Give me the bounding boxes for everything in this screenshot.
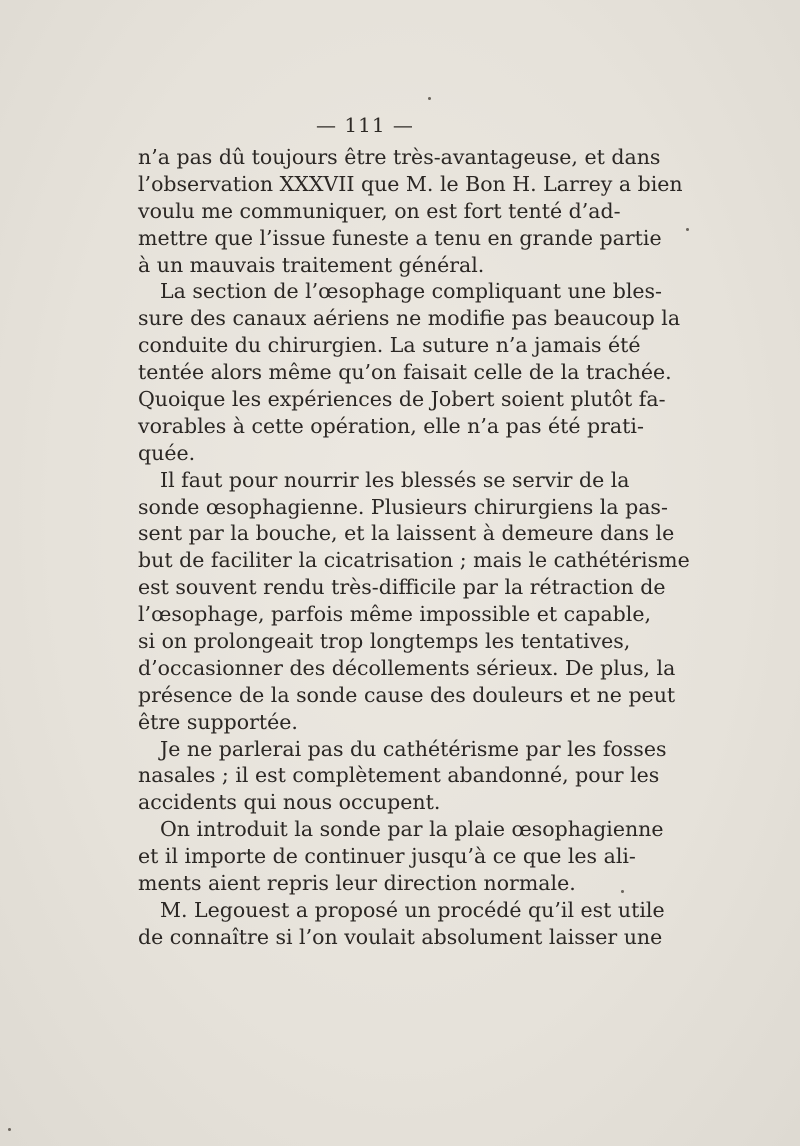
text-line: La section de l’œsophage compliquant une bles-: [160, 279, 662, 304]
text-line: sure des canaux aériens ne modifie pas beaucoup la: [138, 306, 681, 331]
text-line: n’a pas dû toujours être très-avantageuse, et dans: [138, 145, 661, 169]
text-line: sent par la bouche, et la laissent à demeure dans le: [138, 521, 675, 546]
text-line: vorables à cette opération, elle n’a pas été prati-: [138, 413, 644, 438]
text-line: être supportée.: [138, 709, 298, 734]
text-line: présence de la sonde cause des douleurs et ne peut: [138, 682, 676, 707]
text-line: conduite du chirurgien. La suture n’a jamais été: [138, 333, 641, 358]
paragraph: [138, 816, 664, 897]
text-line: sonde œsophagienne. Plusieurs chirurgiens la pas-: [138, 494, 668, 519]
text-line: On introduit la sonde par la plaie œsophagienne: [160, 817, 664, 842]
text-line: Il faut pour nourrir les blessés se servir de la: [160, 467, 630, 492]
text-line: l’observation XXXVII que M. le Bon H. Larrey a bien: [138, 171, 683, 196]
text-line: Je ne parlerai pas du cathétérisme par les fosses: [160, 736, 667, 761]
text-line: Quoique les expériences de Jobert soient plutôt fa-: [138, 387, 666, 412]
text-line: de connaître si l’on voulait absolument laisser une: [138, 924, 663, 949]
text-line: tentée alors même qu’on faisait celle de la trachée.: [138, 360, 672, 385]
paragraph: [138, 278, 681, 466]
text-line: ments aient repris leur direction normale.: [138, 871, 576, 896]
text-line: si on prolongeait trop longtemps les tentatives,: [138, 629, 631, 654]
page-number: — 111 —: [316, 113, 414, 137]
paper-speck: [8, 1128, 11, 1131]
text-line: voulu me communiquer, on est fort tenté d’ad-: [138, 198, 621, 223]
text-line: M. Legouest a proposé un procédé qu’il est utile: [160, 897, 665, 922]
paragraph: [138, 467, 690, 736]
text-line: but de faciliter la cicatrisation ; mais le cathétérisme: [138, 548, 690, 573]
paper-speck: [428, 97, 431, 100]
text-line: et il importe de continuer jusqu’à ce que les ali-: [138, 844, 636, 869]
text-line: quée.: [138, 440, 196, 465]
paper-speck: [621, 890, 624, 893]
text-line: d’occasionner des décollements sérieux. De plus, la: [138, 655, 676, 680]
text-line: à un mauvais traitement général.: [138, 252, 485, 277]
paper-speck: [686, 228, 689, 231]
paragraph: [138, 144, 683, 278]
text-line: l’œsophage, parfois même impossible et capable,: [138, 602, 652, 627]
body-text: [138, 144, 690, 951]
paragraph: [138, 897, 665, 951]
text-line: est souvent rendu très-difficile par la rétraction de: [138, 575, 666, 600]
text-line: mettre que l’issue funeste a tenu en grande partie: [138, 225, 662, 250]
text-line: nasales ; il est complètement abandonné, pour les: [138, 763, 660, 788]
paragraph: [138, 736, 667, 817]
text-line: accidents qui nous occupent.: [138, 790, 441, 815]
